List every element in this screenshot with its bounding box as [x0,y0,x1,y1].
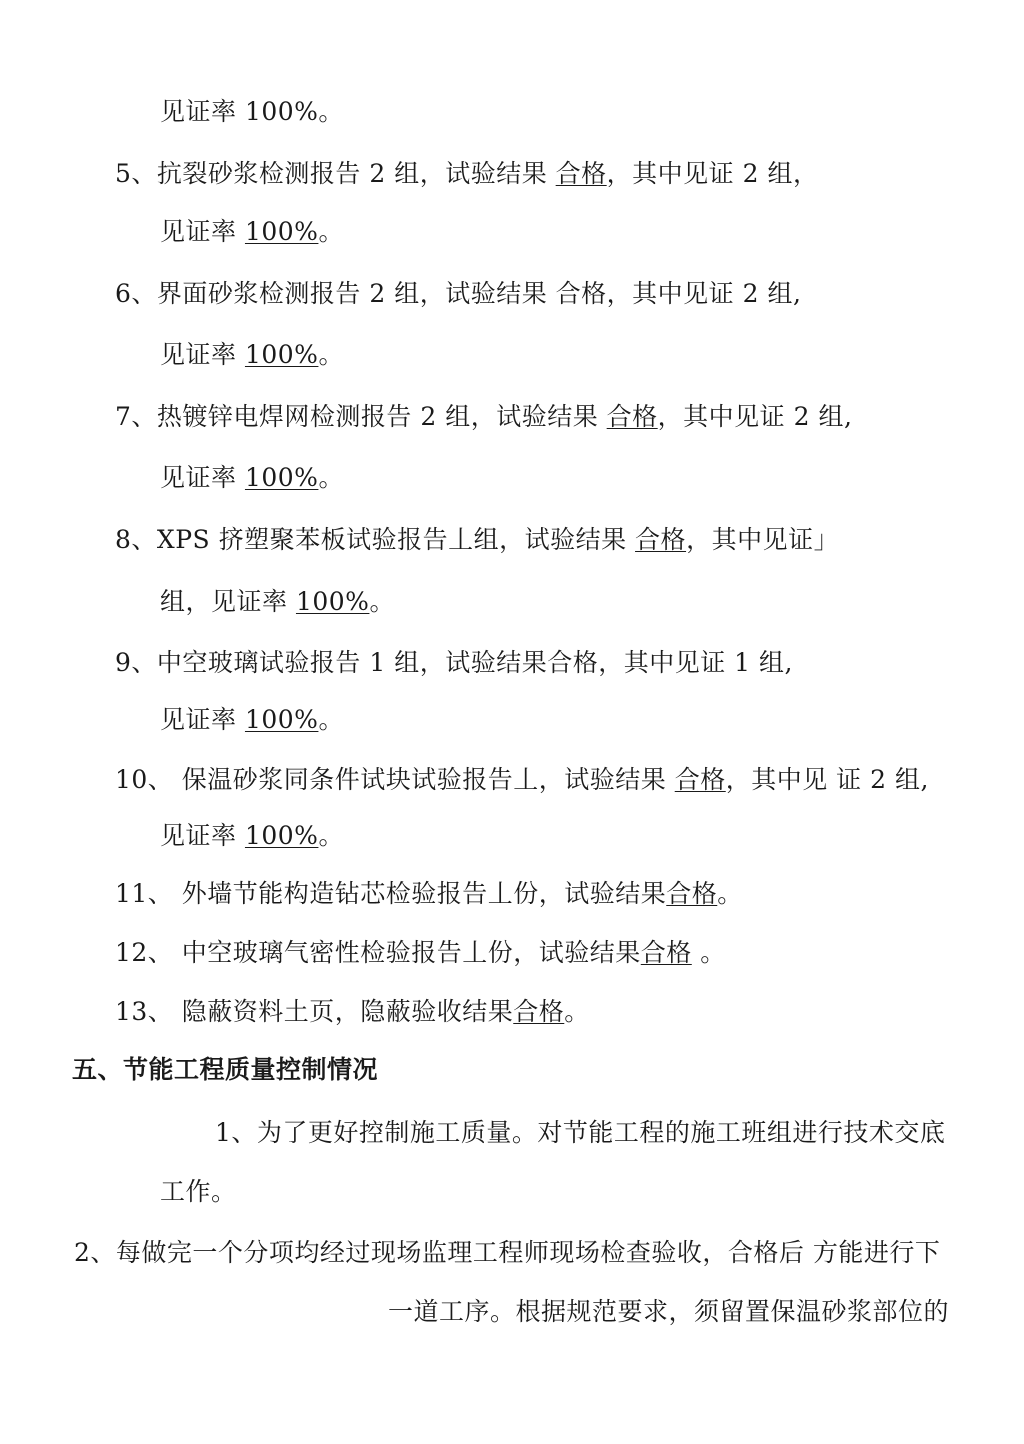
line-item-11: 11、 外墙节能构造钻芯检验报告丄份，试验结果合格。 [115,879,743,908]
line-item-7: 7、热镀锌电焊网检测报告 2 组，试验结果 合格，其中见证 2 组, [115,402,853,431]
paragraph-1-line-1: 1、为了更好控制施工质量。对节能工程的施工班组进行技术交底 [215,1118,946,1147]
line-item-12: 12、 中空玻璃气密性检验报告丄份，试验结果合格 。 [115,938,726,967]
line-item-5-rate: 见证率 100%。 [160,217,344,246]
section-heading-5: 五、节能工程质量控制情况 [72,1055,379,1084]
line-item-5: 5、抗裂砂浆检测报告 2 组，试验结果 合格，其中见证 2 组， [115,159,819,188]
line-item-6: 6、界面砂浆检测报告 2 组，试验结果 合格，其中见证 2 组, [115,279,802,308]
line-item-9-rate: 见证率 100%。 [160,705,344,734]
line-item-8-rate: 组，见证率 100%。 [160,587,395,616]
line-item-10: 10、 保温砂浆同条件试块试验报告丄，试验结果 合格，其中见 证 2 组, [115,765,929,794]
paragraph-1-line-2: 工作。 [160,1177,237,1206]
paragraph-2-line-2: 一道工序。根据规范要求，须留置保温砂浆部位的 [388,1297,950,1326]
line-item-7-rate: 见证率 100%。 [160,463,344,492]
line-item-9: 9、中空玻璃试验报告 1 组，试验结果合格，其中见证 1 组, [115,648,793,677]
line-item-8: 8、XPS 挤塑聚苯板试验报告丄组，试验结果 合格，其中见证」 [115,525,840,554]
paragraph-2-line-1: 2、每做完一个分项均经过现场监理工程师现场检查验收，合格后 方能进行下 [74,1238,941,1267]
line-witness-rate-4: 见证率 100%。 [160,97,344,126]
line-item-6-rate: 见证率 100%。 [160,340,344,369]
line-item-10-rate: 见证率 100%。 [160,821,344,850]
line-item-13: 13、 隐蔽资料土页，隐蔽验收结果合格。 [115,997,590,1026]
